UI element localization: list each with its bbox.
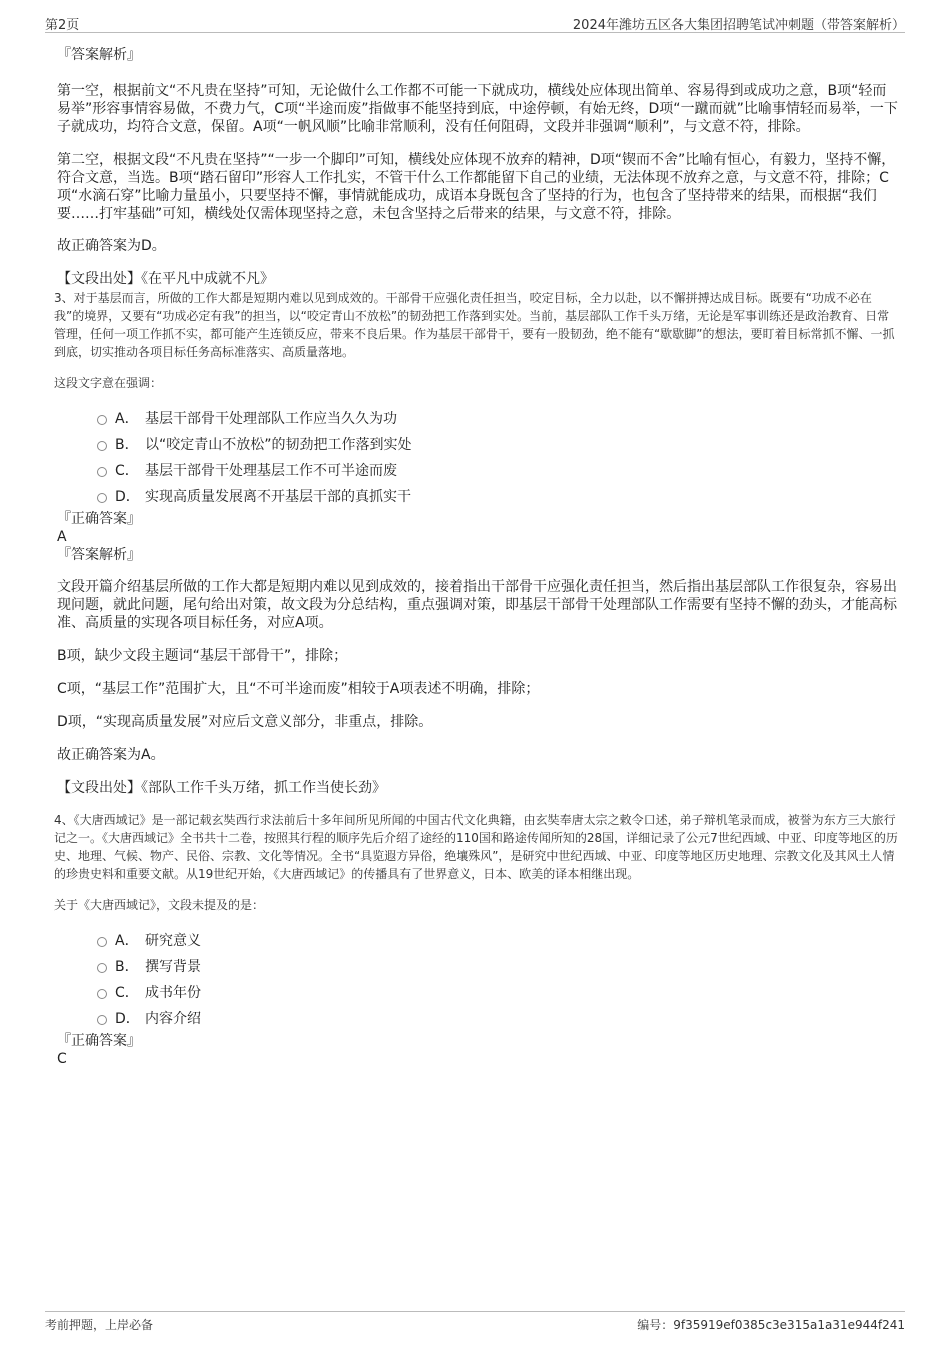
option-text: 撰写背景 <box>145 959 201 975</box>
option-letter: C． <box>115 985 139 1001</box>
radio-button[interactable] <box>97 441 107 451</box>
option-d[interactable] <box>57 484 898 510</box>
radio-button[interactable] <box>97 493 107 503</box>
analysis-paragraph: D项，“实现高质量发展”对应后文意义部分，非重点，排除。 <box>57 714 433 730</box>
option-letter: B． <box>115 959 139 975</box>
analysis-paragraph: C项，“基层工作”范围扩大，且“不可半途而废”相较于A项表述不明确，排除； <box>57 681 540 697</box>
correct-answer-label: 『正确答案』 <box>57 1033 141 1049</box>
option-text: 内容介绍 <box>145 1011 201 1027</box>
document-body <box>54 46 898 1068</box>
radio-button[interactable] <box>97 415 107 425</box>
passage-source: 【文段出处】《在平凡中成就不凡》 <box>57 271 274 287</box>
question-passage: 3、对于基层而言，所做的工作大都是短期内难以见到成效的。干部骨干应强化责任担当，咬定目标，全力以赴，以不懈拼搏达成目标。既要有“功成不必在我”的境界，又要有“功成必定有我”的担当，以“咬定青山不放松”的韧劲把工作落到实处。当前，基层部队工作千头万绪，无论是军事训练还是政治教育、日常管理，任何一项工作抓不实，都可能产生连锁反应，带来不良后果。作为基层干部骨干，要有一股韧劲，绝不能有“歇歇脚”的想法，要盯着目标常抓不懈、一抓到底，切实推动各项目标任务高标准落实、高质量落地。 <box>54 291 895 359</box>
option-letter: D． <box>115 489 140 505</box>
document-title: 2024年潍坊五区各大集团招聘笔试冲刺题（带答案解析） <box>572 18 905 33</box>
question-stem: 关于《大唐西域记》，文段未提及的是： <box>54 898 265 912</box>
radio-button[interactable] <box>97 989 107 999</box>
answer-analysis-label: 『答案解析』 <box>57 547 141 563</box>
option-text: 以“咬定青山不放松”的韧劲把工作落到实处 <box>145 437 412 453</box>
option-c[interactable] <box>57 980 898 1006</box>
option-list <box>57 928 898 1032</box>
answer-conclusion: 故正确答案为A。 <box>57 747 165 763</box>
option-letter: D． <box>115 1011 140 1027</box>
option-c[interactable] <box>57 458 898 484</box>
document-code: 编号：9f35919ef0385c3e315a1a31e944f241 <box>637 1318 905 1332</box>
passage-source: 【文段出处】《部队工作千头万绪，抓工作当使长劲》 <box>57 780 386 796</box>
option-text: 研究意义 <box>145 933 201 949</box>
answer-conclusion: 故正确答案为D。 <box>57 238 166 254</box>
question-stem: 这段文字意在强调： <box>54 376 163 390</box>
radio-button[interactable] <box>97 467 107 477</box>
option-text: 成书年份 <box>145 985 201 1001</box>
page-header <box>45 10 905 33</box>
page-footer <box>45 1311 905 1334</box>
question-passage: 4、《大唐西域记》是一部记载玄奘西行求法前后十多年间所见所闻的中国古代文化典籍，由玄奘奉唐太宗之敕令口述，弟子辩机笔录而成，被誉为东方三大旅行记之一。《大唐西域记》全书共十二卷，按照其行程的顺序先后介绍了途经的110国和路途传闻所知的28国，详细记录了公元7世纪西域、中亚、印度等地区的历史、地理、气候、物产、民俗、宗教、文化等情况。全书“具览遐方异俗，绝壤殊风”，是研究中世纪西域、中亚、印度等地区历史地理、宗教文化及其风土人情的珍贵史料和重要文献。从19世纪开始，《大唐西域记》的传播具有了世界意义，日本、欧美的译本相继出现。 <box>54 813 898 881</box>
radio-button[interactable] <box>97 963 107 973</box>
option-letter: B． <box>115 437 139 453</box>
analysis-paragraph: B项，缺少文段主题词“基层干部骨干”，排除； <box>57 648 348 664</box>
option-list <box>57 406 898 510</box>
footer-slogan: 考前押题，上岸必备 <box>45 1318 154 1332</box>
option-a[interactable] <box>57 928 898 954</box>
option-a[interactable] <box>57 406 898 432</box>
page-number: 第2页 <box>45 18 80 33</box>
option-letter: C． <box>115 463 139 479</box>
correct-answer: A <box>57 529 67 545</box>
option-text: 基层干部骨干处理部队工作应当久久为功 <box>145 411 397 427</box>
option-b[interactable] <box>57 954 898 980</box>
option-letter: A． <box>115 411 139 427</box>
analysis-paragraph: 第二空，根据文段“不凡贵在坚持”“一步一个脚印”可知，横线处应体现不放弃的精神，D项“锲而不舍”比喻有恒心，有毅力，坚持不懈，符合文意，当选。B项“踏石留印”形容人工作扎实，不管干什么工作都能留下自己的业绩，无法体现不放弃之意，与文意不符，排除；C项“水滴石穿”比喻力量虽小，只要坚持不懈，事情就能成功，成语本身既包含了坚持的行为，也包含了坚持带来的结果，而根据“我们要……打牢基础”可知，横线处仅需体现坚持之意，未包含坚持之后带来的结果，与文意不符，排除。 <box>57 152 896 222</box>
radio-button[interactable] <box>97 1015 107 1025</box>
option-text: 基层干部骨干处理基层工作不可半途而废 <box>145 463 397 479</box>
correct-answer: C <box>57 1051 67 1067</box>
option-b[interactable] <box>57 432 898 458</box>
analysis-paragraph: 第一空，根据前文“不凡贵在坚持”可知，无论做什么工作都不可能一下就成功，横线处应体现出简单、容易得到或成功之意，B项“轻而易举”形容事情容易做，不费力气，C项“半途而废”指做事不能坚持到底，中途停顿，有始无终，D项“一蹴而就”比喻事情轻而易举，一下子就成功，均符合文意，保留。A项“一帆风顺”比喻非常顺利，没有任何阻碍，文段并非强调“顺利”，与文意不符，排除。 <box>57 83 898 135</box>
option-text: 实现高质量发展离不开基层干部的真抓实干 <box>145 489 411 505</box>
radio-button[interactable] <box>97 937 107 947</box>
answer-analysis-label: 『答案解析』 <box>57 47 141 63</box>
correct-answer-label: 『正确答案』 <box>57 511 141 527</box>
analysis-paragraph: 文段开篇介绍基层所做的工作大都是短期内难以见到成效的，接着指出干部骨干应强化责任担当，然后指出基层部队工作很复杂，容易出现问题，就此问题，尾句给出对策，故文段为分总结构，重点强调对策，即基层干部骨干处理部队工作需要有坚持不懈的劲头，才能高标准、高质量的实现各项目标任务，对应A项。 <box>57 579 897 631</box>
option-letter: A． <box>115 933 139 949</box>
option-d[interactable] <box>57 1006 898 1032</box>
